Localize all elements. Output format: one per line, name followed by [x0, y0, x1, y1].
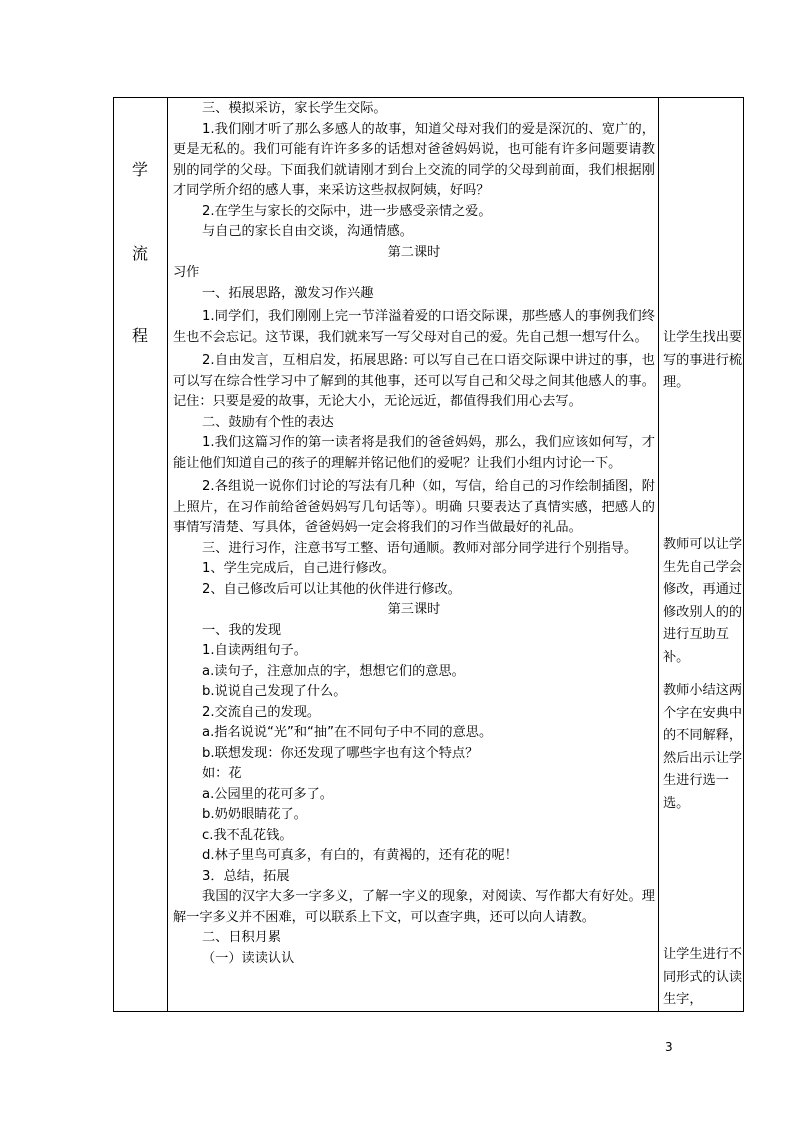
- paragraph: 2.自由发言，互相启发，拓展思路: 可以写自己在口语交际课中讲过的事，也可以写在综合性学习中了解到的其他事，还可以写自己和父母之间其他感人的事。记住：只要是爱的故事，无论大小，无论远近，都值得我们用心去写。: [173, 353, 655, 409]
- list-item: a.指名说说“光”和“抽”在不同句子中不同的意思。: [202, 725, 493, 740]
- list-item: 2.交流自己的发现。: [202, 704, 321, 720]
- section-heading: 二、日积月累: [202, 930, 282, 945]
- list-item: 如：花: [202, 766, 242, 781]
- side-label-char: 学: [131, 160, 148, 179]
- paragraph: 1.同学们，我们刚刚上完一节洋溢着爱的口语交际课，那些感人的事例我们终生也不会忘记。这节课，我们就来写一写父母对自己的爱。先自己想一想写什么。: [173, 309, 655, 345]
- paragraph: 1、学生完成后，自己进行修改。: [202, 561, 396, 576]
- teaching-note: 让学生找出要写的事进行梳理。: [663, 330, 743, 390]
- teaching-note: 让学生进行不同形式的认读生字，: [663, 947, 743, 1007]
- section-heading: 三、模拟采访，家长学生交际。: [202, 101, 387, 116]
- section-heading: 一、我的发现: [202, 622, 282, 638]
- paragraph: 1.我们这篇习作的第一读者将是我们的爸爸妈妈，那么，我们应该如何写，才能让他们知道自己的孩子的理解并铭记他们的爱呢？让我们小组内讨论一下。: [173, 435, 655, 471]
- teaching-note: 教师小结这两个字在安典中的不同解释，然后出示让学生进行选一选。: [663, 683, 743, 811]
- list-item: 3．总结，拓展: [202, 868, 290, 884]
- subsection-title: 习作: [173, 265, 200, 280]
- side-label-char: 程: [131, 326, 148, 345]
- paragraph: 2.各组说一说你们讨论的写法有几种（如，写信，给自己的习作绘制插图，附上照片，在习作前给爸爸妈妈写几句话等）。明确 只要表达了真情实感，把感人的事情写清楚、写具体，爸爸妈妈一定会将我们的习作当做最好的礼品。: [173, 479, 655, 535]
- paragraph: 与自己的家长自由交谈，沟通情感。: [202, 224, 413, 239]
- teaching-note: 教师可以让学生先自己学会修改，再通过修改别人的的进行互助互补。: [663, 537, 743, 665]
- list-item: 1.自读两组句子。: [202, 643, 307, 658]
- column-divider-left: [167, 97, 168, 1012]
- section-heading: 一、拓展思路，激发习作兴趣: [202, 285, 374, 301]
- subsection-title: （一）读读认认: [202, 950, 295, 966]
- lesson-content: [173, 99, 655, 969]
- example-sentence: c.我不乱花钱。: [202, 827, 293, 843]
- paragraph: 2.在学生与家长的交际中，进一步感受亲情之爱。: [202, 203, 492, 219]
- page-number: 3: [665, 1040, 673, 1054]
- list-item: a.读句子，注意加点的字，想想它们的意思。: [202, 663, 465, 679]
- example-sentence: b.奶奶眼睛花了。: [202, 807, 307, 822]
- paragraph: 2、自己修改后可以让其他的伙伴进行修改。: [202, 581, 461, 597]
- list-item: b.说说自己发现了什么。: [202, 684, 347, 699]
- lesson-period-title: 第二课时: [387, 244, 441, 260]
- example-sentence: a.公园里的花可多了。: [202, 786, 333, 802]
- column-divider-right: [658, 97, 659, 1012]
- side-label-char: 流: [131, 244, 148, 263]
- paragraph: 1.我们刚才听了那么多感人的故事，知道父母对我们的爱是深沉的、宽广的，更是无私的。我们可能有许许多多的话想对爸爸妈妈说，也可能有许多问题要请教别的同学的父母。下面我们就请刚才到台上交流的同学的父母到前面，我们根据刚才同学所介绍的感人事，来采访这些叔叔阿姨，好吗？: [173, 121, 655, 198]
- lesson-period-title: 第三课时: [387, 602, 441, 617]
- paragraph: 我国的汉字大多一字多义，了解一字义的现象，对阅读、写作都大有好处。理解一字多义并不困难，可以联系上下文，可以查字典，还可以向人请教。: [173, 889, 655, 925]
- section-heading: 三、进行习作，注意书写工整、语句通顺。教师对部分同学进行个别指导。: [202, 540, 638, 556]
- example-sentence: d.林子里鸟可真多，有白的，有黄褐的，还有花的呢！: [202, 848, 518, 863]
- list-item: b.联想发现：你还发现了哪些字也有这个特点？: [202, 745, 479, 761]
- section-heading: 二、鼓励有个性的表达: [202, 414, 334, 430]
